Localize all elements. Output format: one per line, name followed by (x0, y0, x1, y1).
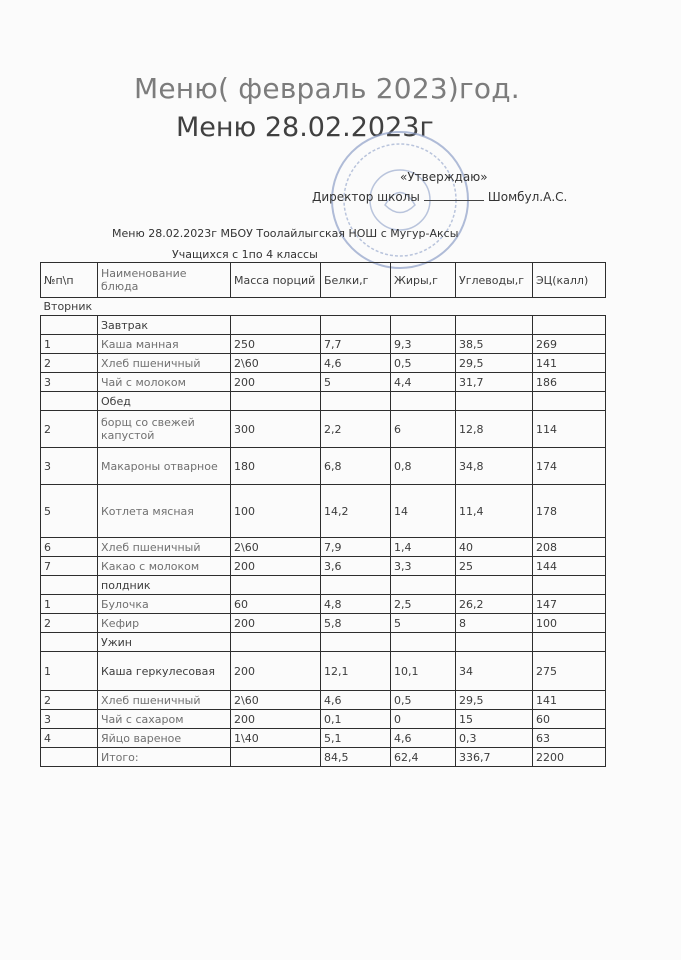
table-row: 3 Макароны отварное 180 6,8 0,8 34,8 174 (41, 448, 606, 485)
menu-caption: Меню 28.02.2023г МБОУ Тоолайлыгская НОШ с Мугур-Аксы (112, 227, 459, 240)
director-name: Шомбул.А.С. (487, 190, 568, 204)
director-label: Директор школы (312, 190, 420, 204)
menu-date-title: Меню 28.02.2023г (176, 112, 434, 143)
approval-label: «Утверждаю» (400, 170, 488, 184)
menu-table (40, 262, 606, 767)
table-row: 2 Кефир 200 5,8 5 8 100 (41, 614, 606, 633)
total-label: Итого: (98, 748, 231, 767)
total-row (41, 748, 606, 767)
table-row: 7 Какао с молоком 200 3,6 3,3 25 144 (41, 557, 606, 576)
table-row: 2 борщ со свежей капустой 300 2,2 6 12,8 114 (41, 411, 606, 448)
table-row: 6 Хлеб пшеничный 2\60 7,9 1,4 40 208 (41, 538, 606, 557)
table-row: 1 Булочка 60 4,8 2,5 26,2 147 (41, 595, 606, 614)
col-header-carbs: Углеводы,г (456, 263, 533, 298)
col-header-portion: Масса порций (231, 263, 321, 298)
section-label: Завтрак (98, 316, 231, 335)
signature (424, 190, 484, 201)
table-row: 2 Хлеб пшеничный 2\60 4,6 0,5 29,5 141 (41, 354, 606, 373)
col-header-protein: Белки,г (321, 263, 391, 298)
col-header-dish: Наименование блюда (98, 263, 231, 298)
day-row (41, 298, 606, 316)
section-row-lunch (41, 392, 606, 411)
section-label: Обед (98, 392, 231, 411)
table-row: 5 Котлета мясная 100 14,2 14 11,4 178 (41, 485, 606, 538)
section-label: полдник (98, 576, 231, 595)
table-row: 1 Каша манная 250 7,7 9,3 38,5 269 (41, 335, 606, 354)
menu-subcaption: Учащихся с 1по 4 классы (172, 248, 318, 261)
table-header-row (41, 263, 606, 298)
day-label: Вторник (41, 298, 606, 316)
total-energy: 2200 (533, 748, 606, 767)
section-row-dinner (41, 633, 606, 652)
col-header-energy: ЭЦ(калл) (533, 263, 606, 298)
director-line (312, 190, 567, 204)
table-row: 3 Чай с молоком 200 5 4,4 31,7 186 (41, 373, 606, 392)
total-protein: 84,5 (321, 748, 391, 767)
table-row: 4 Яйцо вареное 1\40 5,1 4,6 0,3 63 (41, 729, 606, 748)
section-row-snack (41, 576, 606, 595)
menu-title: Меню( февраль 2023)год. (134, 72, 520, 105)
col-header-fat: Жиры,г (391, 263, 456, 298)
table-row: 1 Каша геркулесовая 200 12,1 10,1 34 275 (41, 652, 606, 691)
section-row-breakfast (41, 316, 606, 335)
total-carbs: 336,7 (456, 748, 533, 767)
section-label: Ужин (98, 633, 231, 652)
table-row: 3 Чай с сахаром 200 0,1 0 15 60 (41, 710, 606, 729)
table-row: 2 Хлеб пшеничный 2\60 4,6 0,5 29,5 141 (41, 691, 606, 710)
col-header-number: №п\п (41, 263, 98, 298)
total-fat: 62,4 (391, 748, 456, 767)
